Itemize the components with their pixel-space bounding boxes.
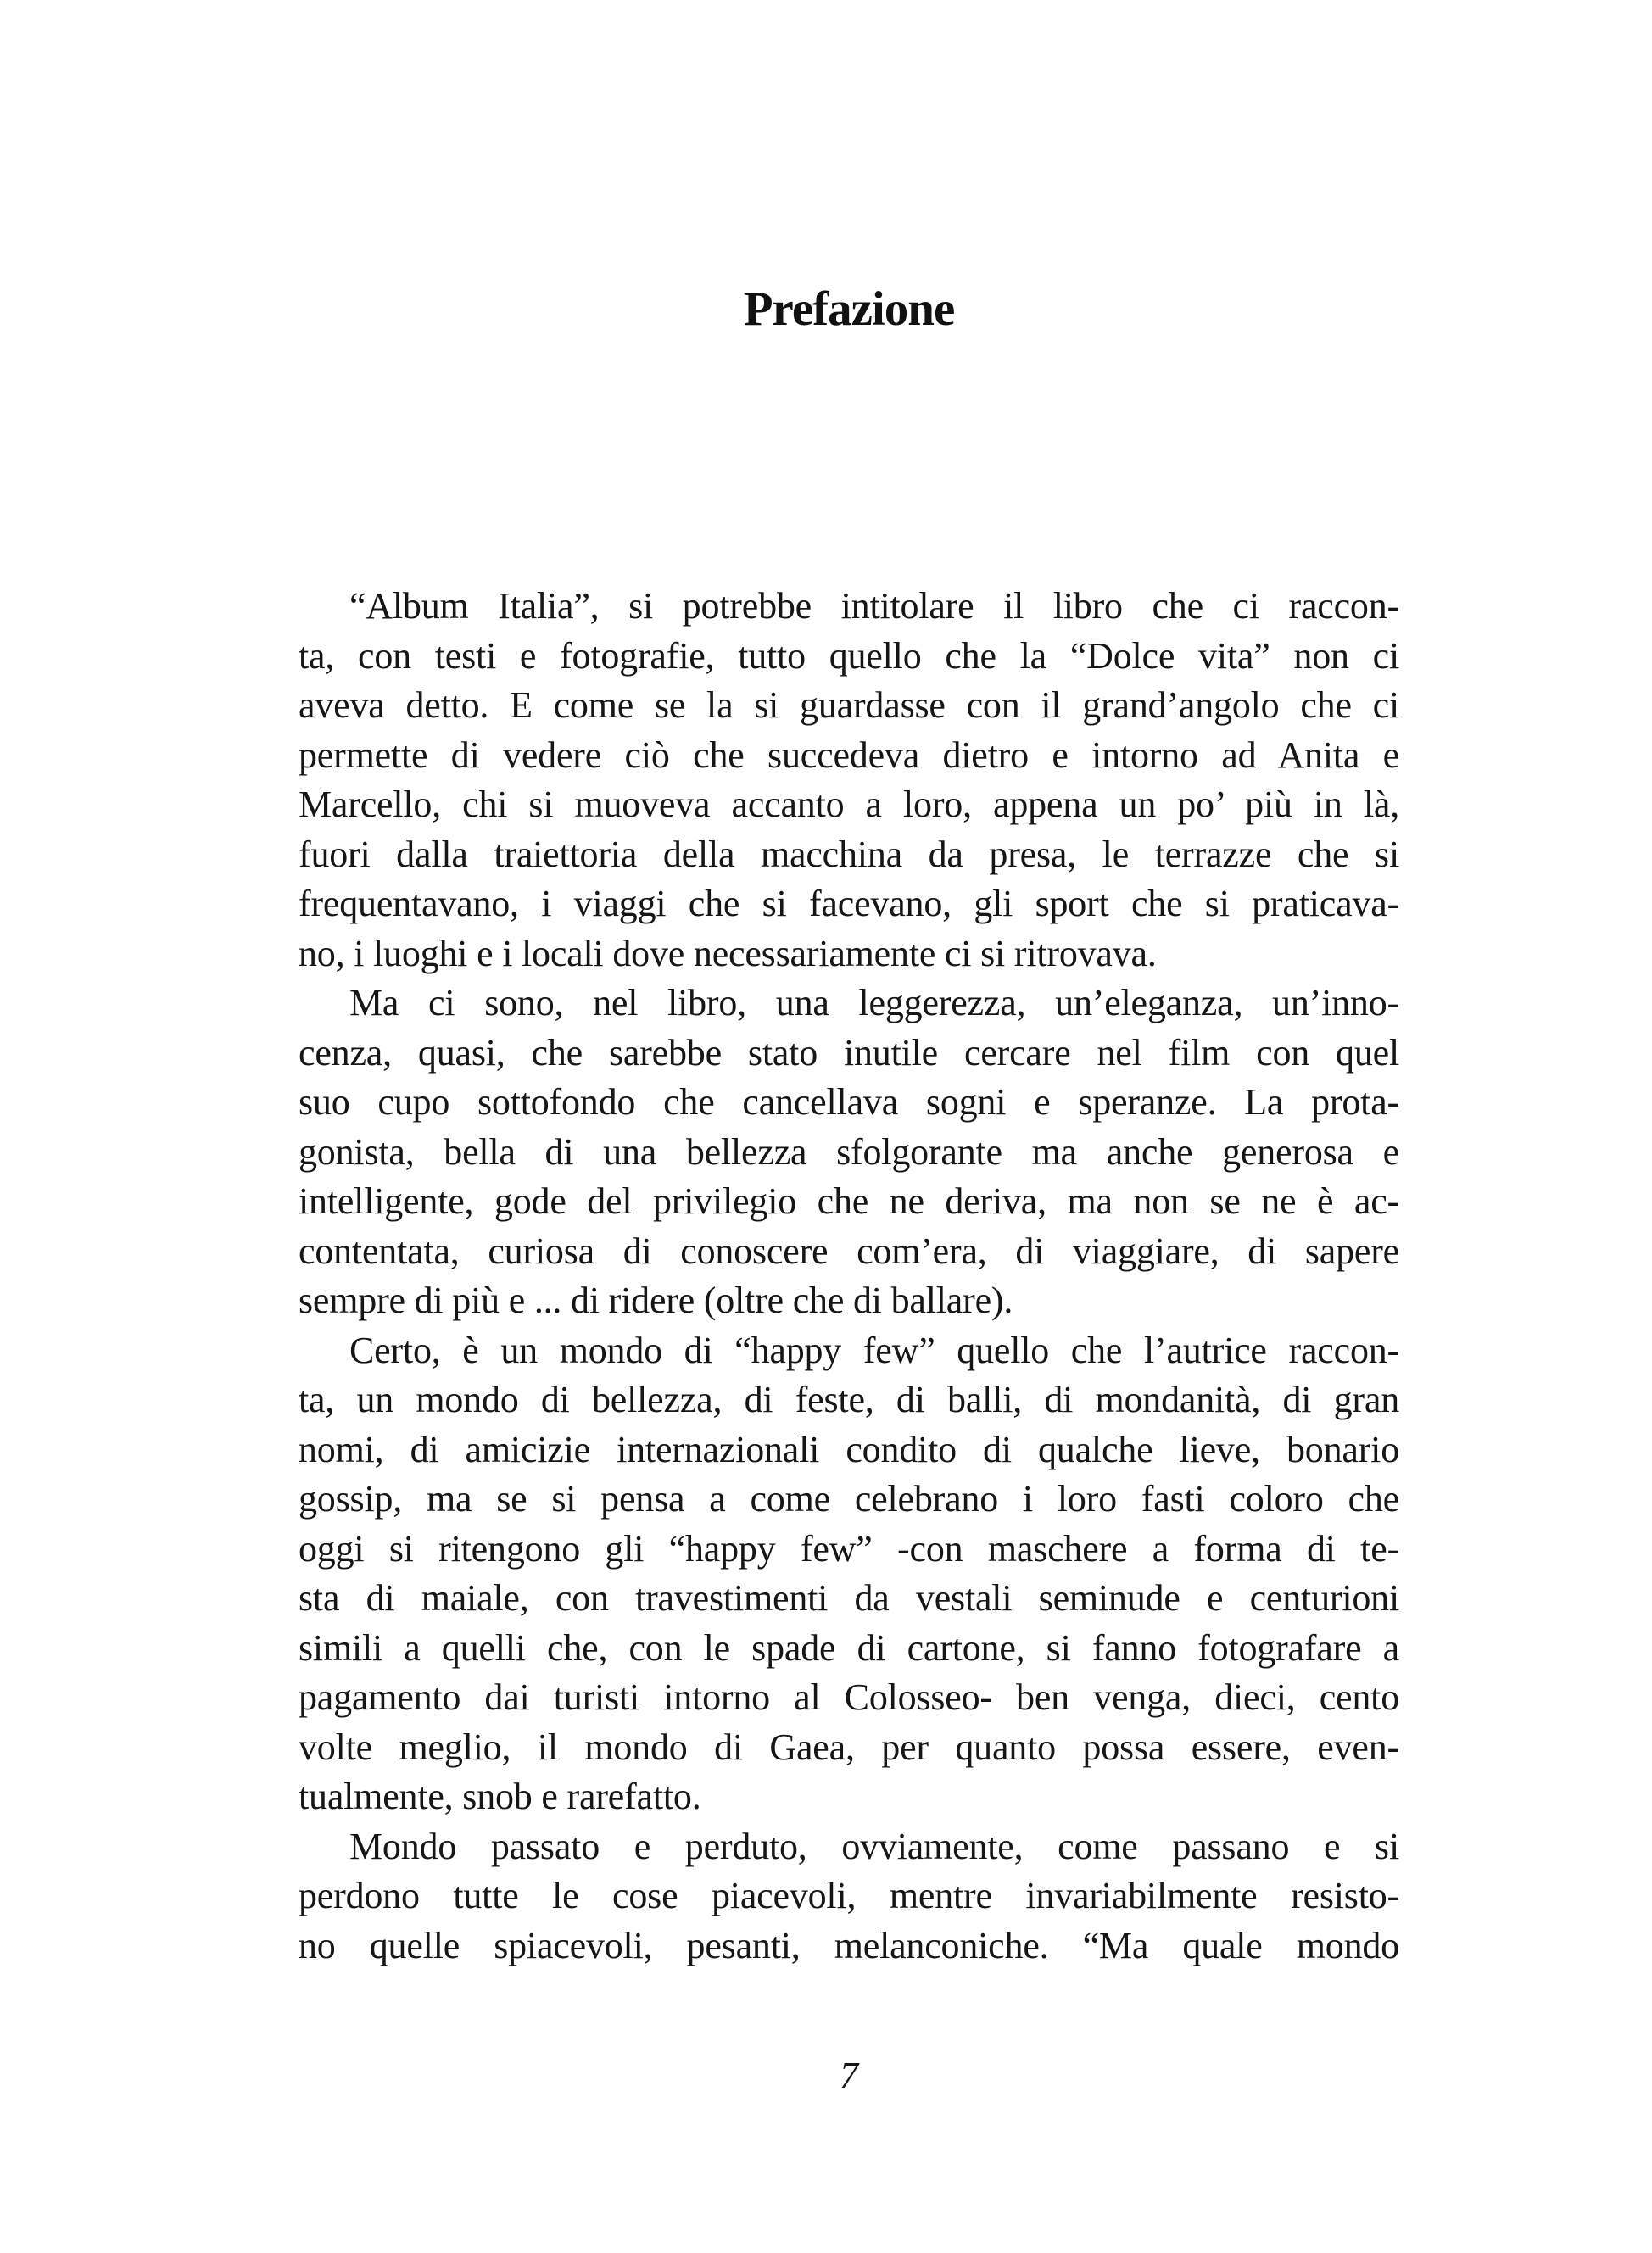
text-line: contentata, curiosa di conoscere com’era, di viaggiare, di sapere xyxy=(299,1230,1399,1272)
text-line: permette di vedere ciò che succedeva dietro e intorno ad Anita e xyxy=(299,733,1399,776)
page-number: 7 xyxy=(840,2055,858,2096)
text-line: pagamento dai turisti intorno al Colosseo- ben venga, dieci, cento xyxy=(299,1676,1399,1718)
text-line: nomi, di amicizie internazionali condito di qualche lieve, bonario xyxy=(299,1428,1399,1470)
text-line: tualmente, snob e rarefatto. xyxy=(299,1776,701,1817)
text-line: oggi si ritengono gli “happy few” -con maschere a forma di te- xyxy=(299,1527,1399,1570)
text-line: Ma ci sono, nel libro, una leggerezza, un’eleganza, un’inno- xyxy=(349,982,1399,1023)
text-line: ta, con testi e fotografie, tutto quello che la “Dolce vita” non ci xyxy=(299,634,1399,677)
text-line: simili a quelli che, con le spade di cartone, si fanno fotografare a xyxy=(299,1626,1399,1669)
text-line: gossip, ma se si pensa a come celebrano i loro fasti coloro che xyxy=(299,1478,1399,1520)
text-line: no quelle spiacevoli, pesanti, melanconiche. “Ma quale mondo xyxy=(299,1924,1399,1966)
text-line: perdono tutte le cose piacevoli, mentre invariabilmente resisto- xyxy=(299,1875,1399,1916)
text-line: Marcello, chi si muoveva accanto a loro, appena un po’ più in là, xyxy=(299,784,1399,825)
text-line: gonista, bella di una bellezza sfolgorante ma anche generosa e xyxy=(299,1130,1399,1173)
text-line: suo cupo sottofondo che cancellava sogni e speranze. La prota- xyxy=(299,1081,1399,1123)
text-line: intelligente, gode del privilegio che ne deriva, ma non se ne è ac- xyxy=(299,1180,1399,1222)
text-line: cenza, quasi, che sarebbe stato inutile cercare nel film con quel xyxy=(299,1031,1399,1074)
text-line: sempre di più e ... di ridere (oltre che di ballare). xyxy=(299,1280,1013,1321)
text-line: fuori dalla traiettoria della macchina da presa, le terrazze che si xyxy=(299,833,1399,875)
text-line: “Album Italia”, si potrebbe intitolare il libro che ci raccon- xyxy=(349,585,1399,627)
text-line: frequentavano, i viaggi che si facevano, gli sport che si praticava- xyxy=(299,883,1399,924)
chapter-title: Prefazione xyxy=(743,282,955,336)
text-line: Certo, è un mondo di “happy few” quello che l’autrice raccon- xyxy=(349,1329,1399,1371)
text-line: sta di maiale, con travestimenti da vestali seminude e centurioni xyxy=(299,1577,1399,1619)
text-line: volte meglio, il mondo di Gaea, per quanto possa essere, even- xyxy=(299,1726,1399,1768)
text-line: aveva detto. E come se la si guardasse con il grand’angolo che ci xyxy=(299,684,1399,726)
text-line: Mondo passato e perduto, ovviamente, come passano e si xyxy=(349,1825,1399,1867)
body-text xyxy=(299,582,1399,1971)
text-line: no, i luoghi e i locali dove necessariamente ci si ritrovava. xyxy=(299,932,1157,974)
text-line: ta, un mondo di bellezza, di feste, di balli, di mondanità, di gran xyxy=(299,1379,1399,1420)
